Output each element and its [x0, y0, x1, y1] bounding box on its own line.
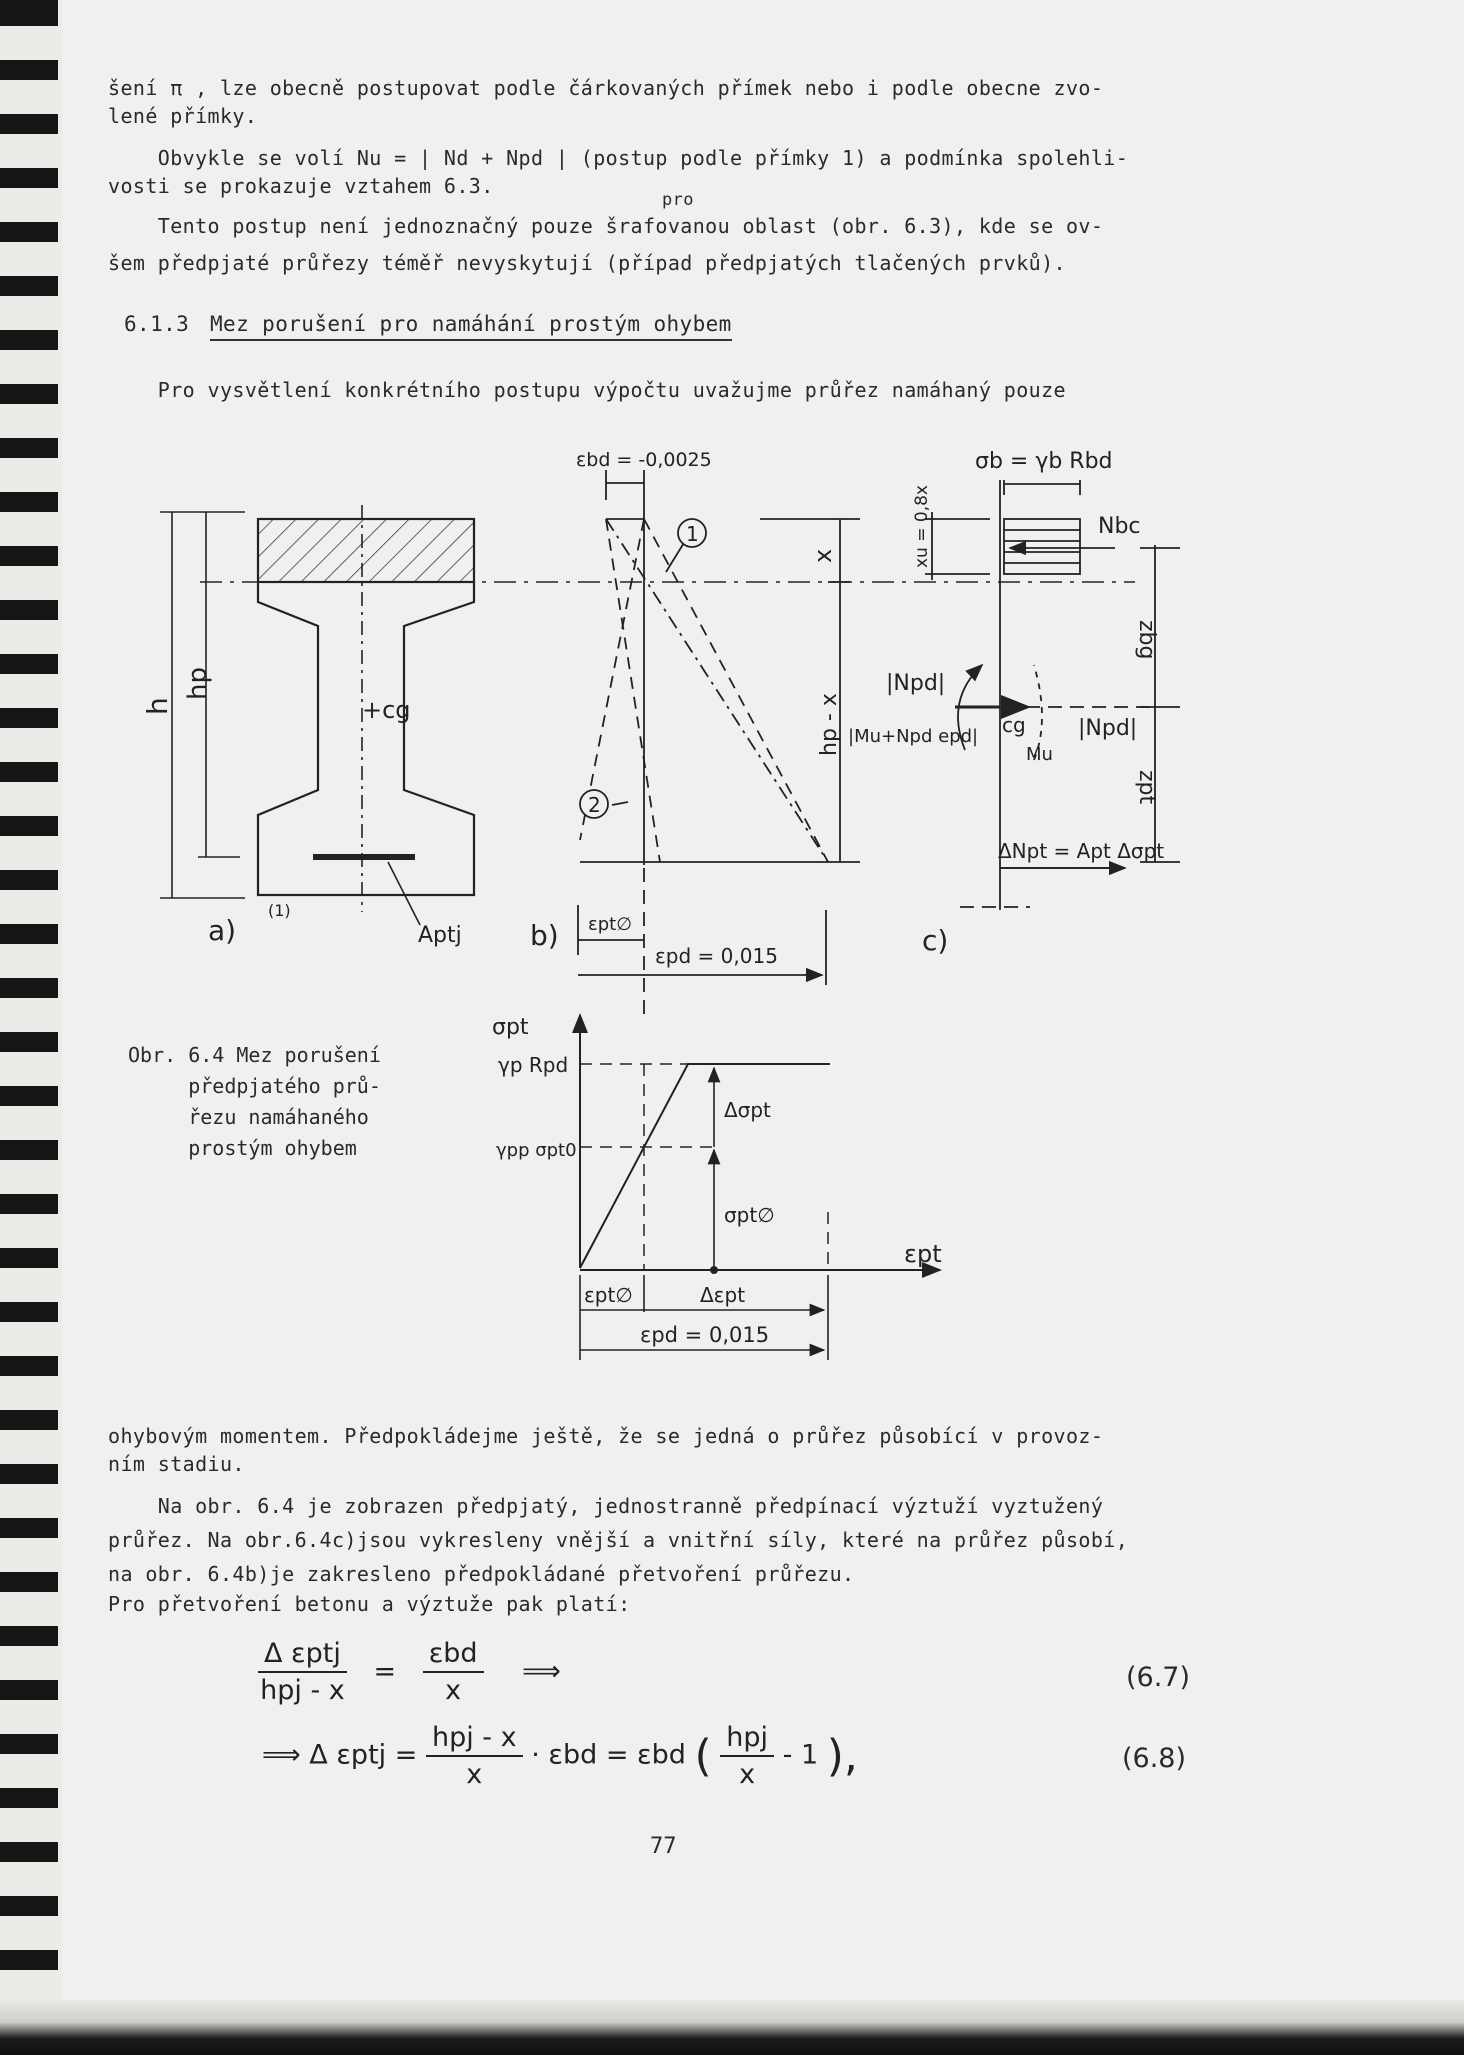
graph-label-delta-sigma: Δσpt — [724, 1098, 771, 1122]
label-b: b) — [530, 919, 559, 952]
equation-6-8: ⟹ Δ εptj = $\frac{\text{hpj - x}}{x}$ · εbd = εbd ( $\frac{\text{hpj}}{x}$ - 1 ), — [262, 1722, 858, 1790]
paragraph-6-line-3: na obr. 6.4b)je zakresleno předpokládané přetvoření průřezu. — [108, 1562, 855, 1586]
eq67-left-denominator: hpj - x — [260, 1675, 345, 1706]
stress-strain-graph — [580, 1015, 940, 1360]
paragraph-2-line-1: Obvykle se volí Nu = | Nd + Npd | (postup podle přímky 1) a podmínka spolehli- — [108, 146, 1129, 170]
paragraph-7-line-1: Pro přetvoření betonu a výztuže pak platí: — [108, 1592, 631, 1616]
paragraph-1-line-1: šení π , lze obecně postupovat podle čárkovaných přímek nebo i podle obecne zvo- — [108, 76, 1104, 100]
paragraph-3-line-1: Tento postup není jednoznačný pouze šrafovanou oblast (obr. 6.3), kde se ov- — [108, 214, 1104, 238]
graph-label-gamma-pp-sigma: γpp σpt0 — [496, 1140, 577, 1161]
equation-6-7-number: (6.7) — [1126, 1662, 1191, 1693]
label-eps-bd: εbd = -0,0025 — [576, 449, 712, 471]
paragraph-6-line-2: průřez. Na obr.6.4c)jsou vykresleny vnější a vnitřní síly, které na průřez působí, — [108, 1528, 1129, 1552]
paragraph-5-line-2: ním stadiu. — [108, 1452, 245, 1476]
label-npd-left: |Npd| — [886, 671, 946, 696]
eq68-inner-fraction — [720, 1722, 774, 1790]
figure-caption: Obr. 6.4 Mez porušení předpjatého prů- řezu namáhaného prostým ohybem — [128, 1043, 381, 1160]
graph-label-delta-eps: Δεpt — [700, 1283, 746, 1307]
equation-6-7: $\frac{\text{Δ εptj}}{\text{hpj - x}}$ = $\frac{\text{εbd}}{x}$ ⟹ — [258, 1638, 561, 1706]
label-sigma-b: σb = γb Rbd — [975, 449, 1113, 474]
graph-label-sigma-pt: σpt — [492, 1015, 529, 1040]
scan-bottom-edge — [0, 2000, 1464, 2055]
label-x: x — [809, 548, 837, 563]
eq68-tail: - 1 — [782, 1739, 819, 1771]
label-aptj: Aptj — [418, 923, 462, 948]
eq68-lead: ⟹ Δ εptj = — [262, 1739, 418, 1771]
section-title: Mez porušení pro namáhání prostým ohybem — [210, 312, 732, 341]
eq67-right-fraction — [423, 1638, 484, 1706]
eq68-inner-numerator: hpj — [720, 1722, 774, 1757]
eq68-fraction — [426, 1722, 523, 1790]
paragraph-3-line-2: šem předpjaté průřezy téměř nevyskytují (případ předpjatých tlačených prvků). — [108, 251, 1066, 275]
paragraph-5-line-1: ohybovým momentem. Předpokládejme ještě, že se jedná o průřez působící v provoz- — [108, 1424, 1104, 1448]
eq68-inner-denominator: x — [739, 1759, 756, 1790]
eq67-right-numerator: εbd — [423, 1638, 484, 1673]
label-nbc: Nbc — [1098, 514, 1141, 539]
label-delta-npt: ΔNpt = Apt Δσpt — [998, 839, 1165, 863]
eq68-numerator: hpj - x — [426, 1722, 523, 1757]
paragraph-2-line-2: vosti se prokazuje vztahem 6.3. — [108, 174, 494, 198]
paragraph-6-line-1: Na obr. 6.4 je zobrazen předpjatý, jednostranně předpínací výztuží vyztužený — [108, 1494, 1104, 1518]
label-zbg: zbg — [1134, 620, 1159, 660]
graph-label-sigma-pt0: σpt∅ — [724, 1203, 775, 1227]
label-hp: hp — [183, 667, 213, 700]
eq67-left-fraction — [258, 1638, 347, 1706]
implies-arrow: ⟹ — [522, 1655, 561, 1687]
label-1-small: (1) — [268, 901, 291, 920]
circle-1-label: 1 — [686, 522, 699, 546]
eq68-middle: · εbd = εbd — [531, 1739, 686, 1771]
handwritten-insert: pro — [662, 190, 694, 210]
paragraph-1-line-2: lené přímky. — [108, 104, 258, 128]
graph-label-eps-pd: εpd = 0,015 — [640, 1323, 770, 1347]
eq68-denominator: x — [466, 1759, 483, 1790]
label-npd-right: |Npd| — [1078, 716, 1138, 741]
label-mu-npd: |Mu+Npd epd| — [848, 726, 979, 747]
eq67-right-denominator: x — [445, 1675, 462, 1706]
section-number: 6.1.3 — [124, 312, 190, 336]
graph-label-eps-pt0: εpt∅ — [584, 1283, 633, 1307]
label-h: h — [141, 697, 174, 715]
label-c: c) — [922, 924, 949, 957]
page-number: 77 — [650, 1834, 677, 1859]
graph-label-eps-pt: εpt — [904, 1240, 942, 1268]
label-eps-pd-top: εpd = 0,015 — [655, 944, 778, 968]
paragraph-4-line-1: Pro vysvětlení konkrétního postupu výpočtu uvažujme průřez namáhaný pouze — [108, 378, 1066, 402]
equation-6-8-number: (6.8) — [1122, 1743, 1187, 1774]
label-xu: xu = 0,8x — [912, 485, 932, 568]
label-a: a) — [208, 914, 237, 947]
circle-2-label: 2 — [588, 793, 601, 817]
label-eps-pt0-top: εpt∅ — [588, 914, 632, 935]
label-cg-c: cg — [1002, 713, 1026, 737]
label-cg: +cg — [362, 696, 411, 724]
label-mu: Mu — [1026, 744, 1053, 765]
label-zpt: zpt — [1134, 770, 1159, 805]
graph-label-gamma-p-rpd: γp Rpd — [498, 1053, 569, 1077]
eq67-left-numerator: Δ εptj — [258, 1638, 347, 1673]
label-hp-minus-x: hp - x — [817, 693, 842, 756]
